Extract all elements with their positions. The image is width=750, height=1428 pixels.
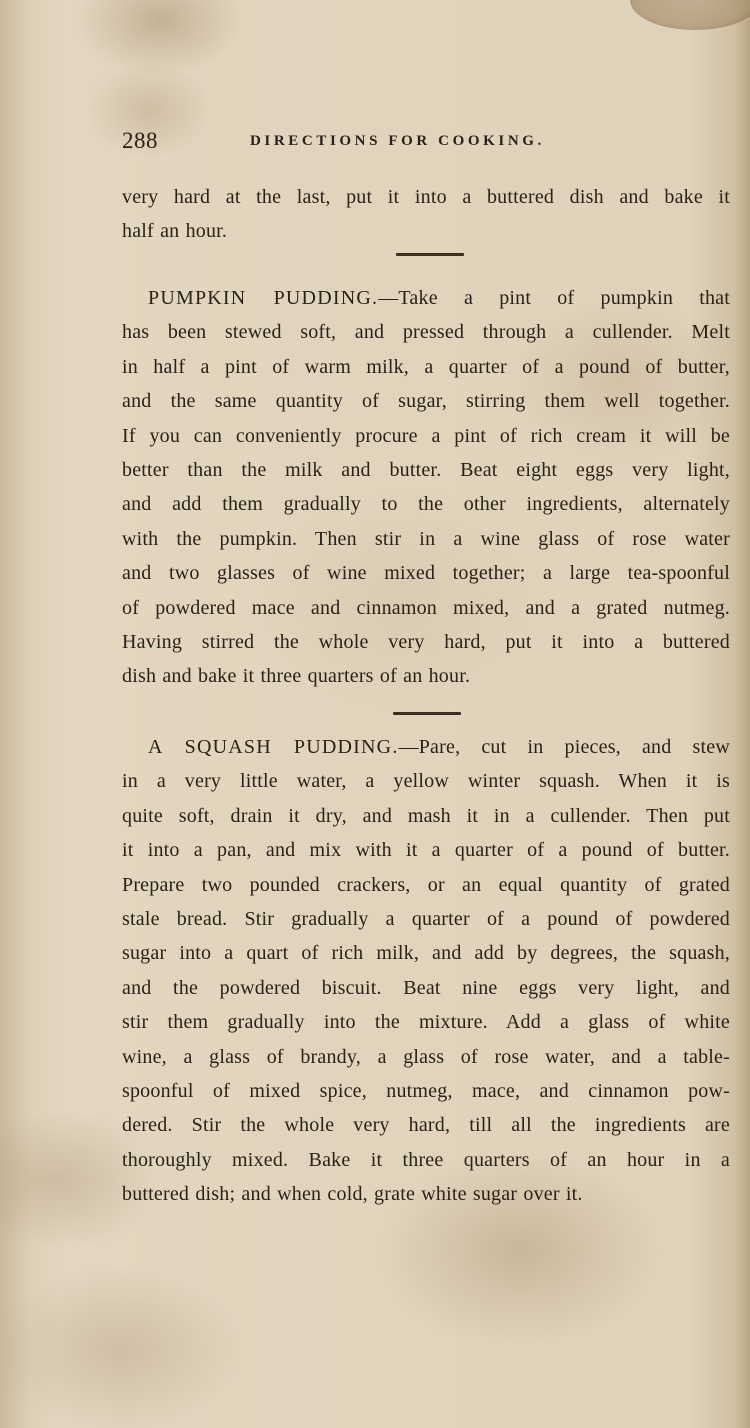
text-line: stale bread. Stir gradually a quarter of a pound of powdered — [122, 908, 730, 931]
text-line: If you can conveniently procure a pint of rich cream it will be — [122, 424, 730, 447]
text-line: and add them gradually to the other ingredients, alternately — [122, 493, 730, 516]
running-head: DIRECTIONS FOR COOKING. — [250, 133, 545, 149]
text-line: dish and bake it three quarters of an hour. — [122, 665, 471, 688]
text-line: of powdered mace and cinnamon mixed, and a grated nutmeg. — [122, 596, 730, 619]
text-line: and the powdered biscuit. Beat nine eggs very light, and — [122, 976, 730, 999]
text-line: wine, a glass of brandy, a glass of rose water, and a table- — [122, 1045, 730, 1068]
text-line: very hard at the last, put it into a buttered dish and bake it — [122, 186, 730, 208]
text-line: thoroughly mixed. Bake it three quarters of an hour in a — [122, 1148, 730, 1171]
text-line: half an hour. — [122, 220, 228, 243]
section-divider — [393, 712, 461, 715]
text-line: sugar into a quart of rich milk, and add by degrees, the squash, — [122, 942, 730, 965]
page-stain — [630, 0, 750, 30]
text-line — [122, 730, 730, 764]
text-line: with the pumpkin. Then stir in a wine glass of rose water — [122, 527, 730, 550]
text-line: spoonful of mixed spice, nutmeg, mace, and cinnamon pow- — [122, 1080, 730, 1103]
pumpkin-pudding-recipe — [122, 281, 730, 694]
text-line: better than the milk and butter. Beat eight eggs very light, — [122, 459, 730, 482]
page-number: 288 — [122, 128, 158, 153]
page-header — [122, 128, 622, 158]
text-line: Prepare two pounded crackers, or an equal quantity of grated — [122, 873, 730, 896]
text-line: and two glasses of wine mixed together; a large tea-spoonful — [122, 562, 730, 585]
text-line: Having stirred the whole very hard, put it into a buttered — [122, 631, 730, 654]
squash-pudding-recipe — [122, 730, 730, 1212]
text-line: it into a pan, and mix with it a quarter of a pound of butter. — [122, 839, 730, 862]
text-line: stir them gradually into the mixture. Add a glass of white — [122, 1011, 730, 1034]
text-line-content: —Pare, cut in pieces, and stew — [398, 736, 730, 758]
recipe-heading: PUMPKIN PUDDING. — [148, 287, 379, 309]
continuation-paragraph — [122, 180, 730, 249]
text-line: in half a pint of warm milk, a quarter of a pound of butter, — [122, 355, 730, 378]
text-line — [122, 281, 730, 315]
text-line: in a very little water, a yellow winter squash. When it is — [122, 770, 730, 793]
text-line: and the same quantity of sugar, stirring them well together. — [122, 390, 730, 413]
text-line: has been stewed soft, and pressed through a cullender. Melt — [122, 321, 730, 344]
text-line: quite soft, drain it dry, and mash it in a cullender. Then put — [122, 804, 730, 827]
text-line: buttered dish; and when cold, grate white sugar over it. — [122, 1183, 583, 1206]
section-divider — [396, 253, 464, 256]
text-line: dered. Stir the whole very hard, till all the ingredients are — [122, 1114, 730, 1137]
text-line-content: —Take a pint of pumpkin that — [378, 287, 730, 309]
recipe-heading: A SQUASH PUDDING. — [148, 736, 399, 758]
